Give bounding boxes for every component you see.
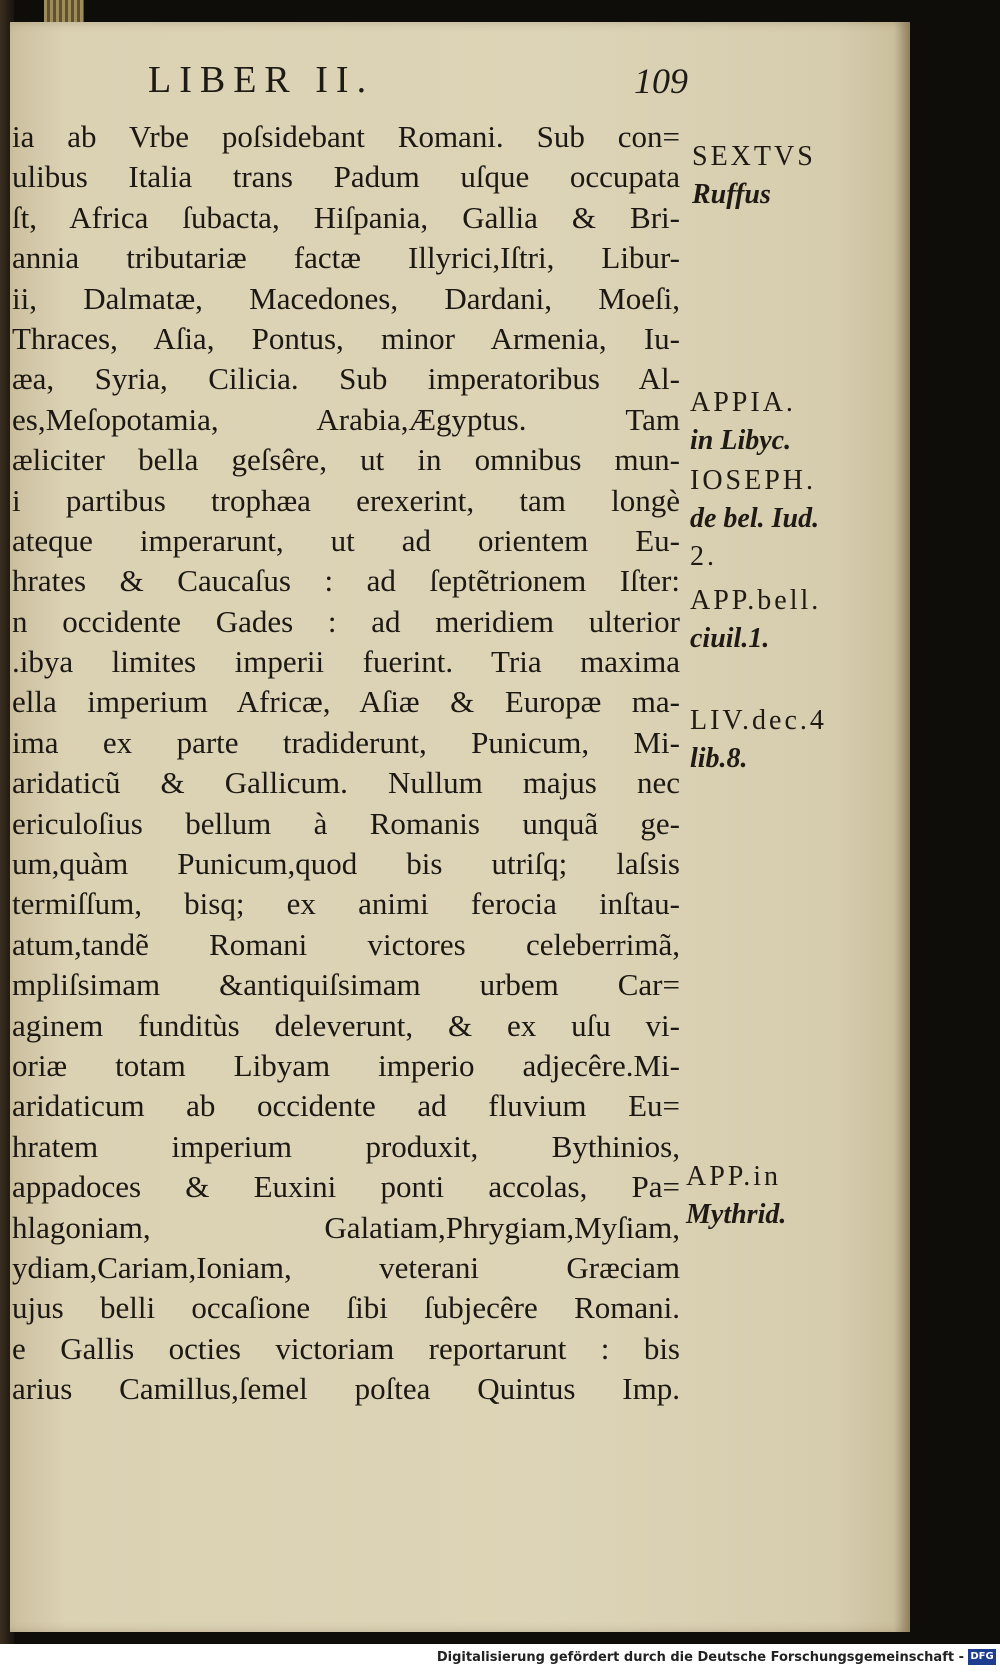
text-line: æliciter bella geſsêre, ut in omnibus mun- (12, 442, 680, 478)
text-line: mpliſsimam &antiquiſsimam urbem Car= (12, 967, 680, 1003)
margin-note-line: APP.in (686, 1161, 782, 1192)
margin-note-line: ciuil.1. (690, 623, 770, 654)
margin-note-line: lib.8. (690, 743, 748, 774)
margin-note-livy (690, 702, 827, 778)
page-header (148, 58, 688, 108)
text-line: annia tributariæ factæ Illyrici,Iſtri, Libur- (12, 240, 680, 276)
text-line: i partibus trophæa erexerint, tam longè (12, 482, 680, 518)
text-line: ujus belli occaſione ſibi ſubjecêre Romani. (12, 1290, 680, 1326)
running-head: LIBER II. (148, 59, 375, 101)
text-line: hratem imperium produxit, Bythinios, (12, 1128, 680, 1164)
margin-note-line: SEXTVS (692, 141, 816, 172)
text-line: e Gallis octies victoriam reportarunt : bis (12, 1330, 680, 1366)
margin-note-appian-bell-ciuil (690, 582, 821, 658)
digitization-footer (0, 1644, 1000, 1672)
margin-note-appian-libyc (690, 384, 796, 460)
text-line: æa, Syria, Cilicia. Sub imperatoribus Al- (12, 361, 680, 397)
text-line: arius Camillus,ſemel poſtea Quintus Imp. (12, 1371, 680, 1407)
text-line: aginem funditùs deleverunt, & ex uſu vi- (12, 1007, 680, 1043)
text-line: ſt, Africa ſubacta, Hiſpania, Gallia & Bri- (12, 199, 680, 235)
page-edge-shadow (894, 22, 910, 1632)
text-line: aridaticum ab occidente ad fluvium Eu= (12, 1088, 680, 1124)
margin-note-line: IOSEPH. (690, 465, 817, 496)
text-line: termiſſum, bisq; ex animi ferocia inſtau- (12, 886, 680, 922)
text-line: hrates & Caucaſus : ad ſeptẽtrionem Iſter: (12, 563, 680, 599)
margin-note-line: 2. (690, 541, 717, 572)
funding-credit: Digitalisierung gefördert durch die Deutsche Forschungsgemeinschaft - (436, 1650, 964, 1665)
text-line: Thraces, Aſia, Pontus, minor Armenia, Iu- (12, 320, 680, 356)
text-line: ulibus Italia trans Padum uſque occupata (12, 159, 680, 195)
text-line: ima ex parte tradiderunt, Punicum, Mi- (12, 724, 680, 760)
text-line: oriæ totam Libyam imperio adjecêre.Mi- (12, 1047, 680, 1083)
text-line: n occidente Gades : ad meridiem ulterior (12, 603, 680, 639)
margin-note-sextus-ruffus (692, 138, 816, 214)
margin-note-josephus (690, 462, 819, 576)
margin-note-appian-mythrid (686, 1158, 786, 1234)
text-line: ydiam,Cariam,Ioniam, veterani Græciam (12, 1249, 680, 1285)
text-line: hlagoniam, Galatiam,Phrygiam,Myſiam, (12, 1209, 680, 1245)
text-line: appadoces & Euxini ponti accolas, Pa= (12, 1169, 680, 1205)
text-line: es,Meſopotamia, Arabia,Ægyptus. Tam (12, 401, 680, 437)
book-page (10, 22, 910, 1632)
text-line: ia ab Vrbe poſsidebant Romani. Sub con= (12, 119, 680, 154)
text-line: ericuloſius bellum à Romanis unquã ge- (12, 805, 680, 841)
bookmark-ribbon (44, 0, 84, 22)
margin-note-line: in Libyc. (690, 425, 792, 456)
text-line: ii, Dalmatæ, Macedones, Dardani, Moeſi, (12, 280, 680, 316)
page-number: 109 (634, 61, 688, 101)
text-line: .ibya limites imperii fuerint. Tria maxima (12, 644, 680, 680)
margin-note-line: Ruffus (692, 179, 771, 210)
main-text-block (10, 117, 680, 1410)
margin-note-line: APPIA. (690, 387, 796, 418)
margin-note-line: APP.bell. (690, 585, 822, 616)
margin-note-line: de bel. Iud. (690, 503, 820, 534)
margin-note-line: Mythrid. (686, 1199, 787, 1230)
text-line: ateque imperarunt, ut ad orientem Eu- (12, 522, 680, 558)
text-line: um,quàm Punicum,quod bis utriſq; laſsis (12, 846, 680, 882)
margin-note-line: LIV.dec.4 (690, 705, 827, 736)
dfg-logo: DFG (968, 1649, 996, 1665)
text-line: aridaticũ & Gallicum. Nullum majus nec (12, 765, 680, 801)
text-line: ella imperium Africæ, Aſiæ & Europæ ma- (12, 684, 680, 720)
text-line: atum,tandẽ Romani victores celeberrimã, (12, 926, 680, 962)
